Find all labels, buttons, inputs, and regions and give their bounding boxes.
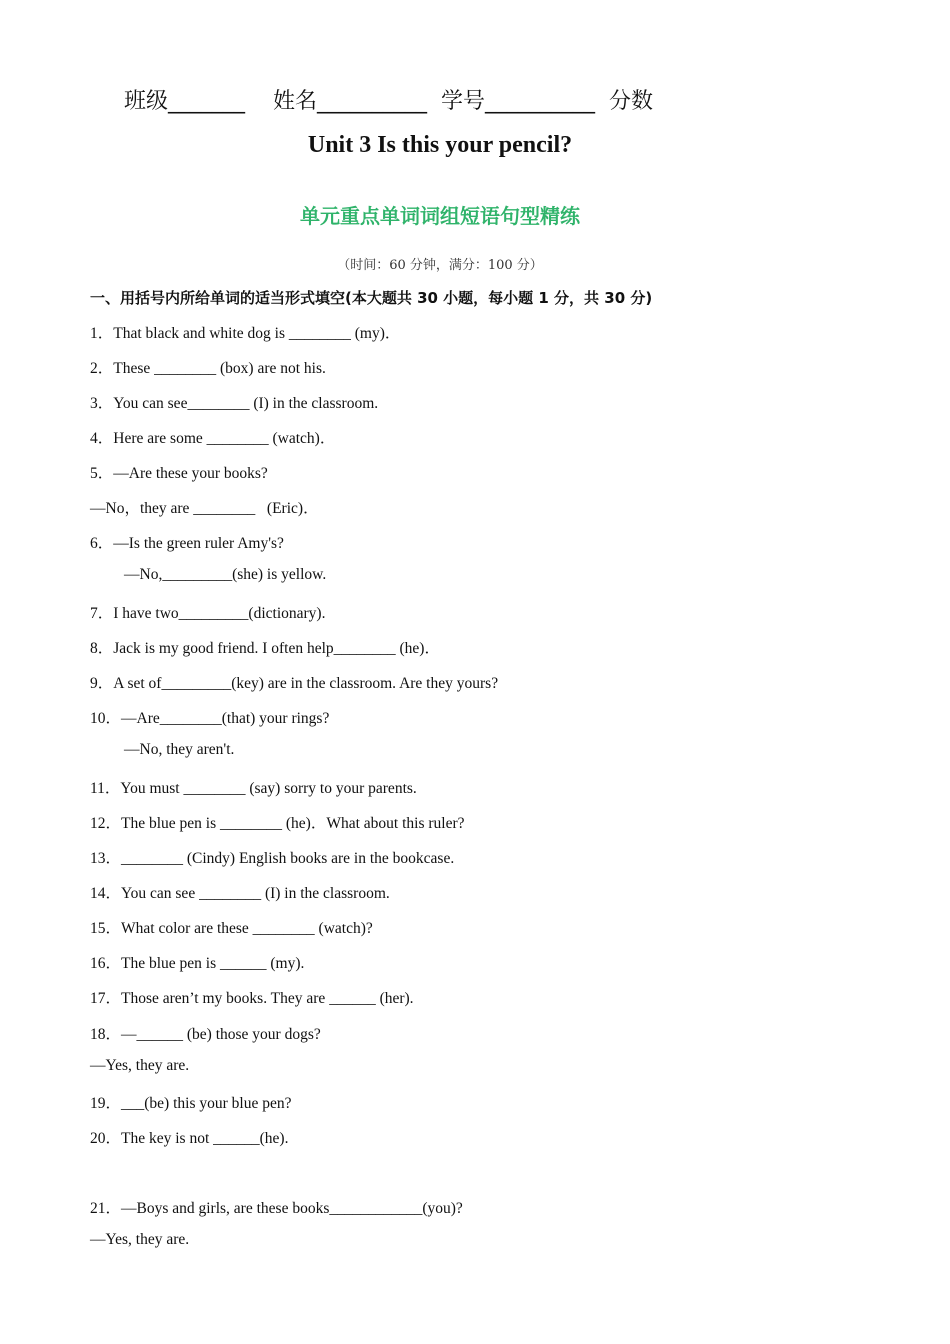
question-19: 19．___(be) this your blue pen? xyxy=(90,1095,292,1112)
time-note: （时间：60 分钟，满分：100 分） xyxy=(337,258,543,273)
student-info-header xyxy=(124,84,653,115)
score-label: 分数 xyxy=(609,89,654,114)
question-18-answer-line: —Yes, they are. xyxy=(90,1057,190,1074)
question-7: 7．I have two_________(dictionary). xyxy=(90,605,326,622)
question-3: 3．You can see________ (I) in the classroom. xyxy=(90,395,379,412)
question-6-answer-line: —No,_________(she) is yellow. xyxy=(124,566,327,583)
question-11: 11．You must ________ (say) sorry to your parents. xyxy=(90,780,417,797)
question-21-answer-line: —Yes, they are. xyxy=(90,1231,190,1248)
question-15: 15．What color are these ________ (watch)? xyxy=(90,920,373,937)
question-8: 8．Jack is my good friend. I often help________ (he)． xyxy=(90,640,440,657)
question-10: 10．—Are________(that) your rings? xyxy=(90,710,330,727)
question-17: 17．Those aren’t my books. They are ______ (her). xyxy=(90,990,414,1007)
question-5: 5．—Are these your books? xyxy=(90,465,268,482)
question-4: 4．Here are some ________ (watch)． xyxy=(90,430,336,447)
name-label: 姓名 xyxy=(273,89,318,114)
question-18: 18．—______ (be) those your dogs? xyxy=(90,1026,321,1043)
question-6: 6．—Is the green ruler Amy's? xyxy=(90,535,284,552)
student-id-label: 学号 xyxy=(441,89,486,114)
question-12: 12．The blue pen is ________ (he)．What about this ruler? xyxy=(90,815,465,832)
student-id-blank: __________ xyxy=(485,89,596,114)
question-5-answer-line: —No，they are ________ (Eric)． xyxy=(90,500,319,517)
question-20: 20．The key is not ______(he). xyxy=(90,1130,289,1147)
question-16: 16．The blue pen is ______ (my). xyxy=(90,955,305,972)
question-13: 13．________ (Cindy) English books are in the bookcase. xyxy=(90,850,455,867)
question-9: 9．A set of_________(key) are in the classroom. Are they yours? xyxy=(90,675,499,692)
question-2: 2．These ________ (box) are not his. xyxy=(90,360,326,377)
class-label: 班级 xyxy=(124,89,169,114)
section-heading: 一、用括号内所给单词的适当形式填空(本大题共 30 小题，每小题 1 分，共 30 分) xyxy=(90,289,653,307)
page-subtitle: 单元重点单词词组短语句型精练 xyxy=(300,204,580,228)
question-21: 21．—Boys and girls, are these books____________(you)? xyxy=(90,1200,463,1217)
name-blank: __________ xyxy=(317,89,428,114)
class-blank: _______ xyxy=(168,89,246,114)
question-14: 14．You can see ________ (I) in the classroom. xyxy=(90,885,390,902)
page-title: Unit 3 Is this your pencil? xyxy=(307,132,573,158)
question-1: 1．That black and white dog is ________ (my)． xyxy=(90,325,401,342)
question-10-answer-line: —No, they aren't. xyxy=(124,741,235,758)
